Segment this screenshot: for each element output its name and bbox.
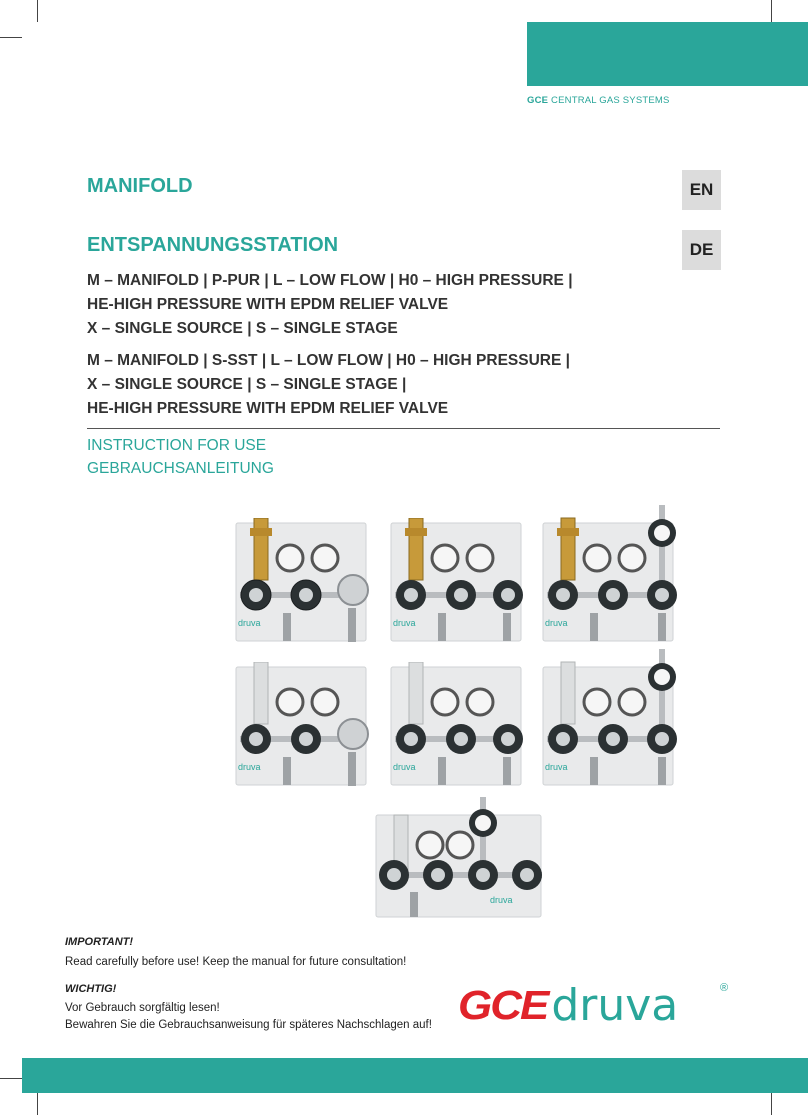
important-text: Read carefully before use! Keep the manual for future consultation! <box>65 956 407 968</box>
wichtig-line-2: Bewahren Sie die Gebrauchsanweisung für späteres Nachschlagen auf! <box>65 1019 432 1031</box>
important-label: IMPORTANT! <box>65 936 134 948</box>
crop-mark <box>771 0 772 22</box>
company-division-line <box>527 95 670 106</box>
panel-label: druva <box>238 618 261 628</box>
product-image-1 <box>228 518 378 648</box>
crop-mark <box>0 37 22 38</box>
panel-label: druva <box>545 762 568 772</box>
lang-tag-de: DE <box>682 230 721 270</box>
logo-gce-text: GCE <box>458 983 548 1029</box>
title-en: MANIFOLD <box>87 175 193 197</box>
registered-mark: ® <box>720 982 729 994</box>
product-image-2 <box>383 518 533 648</box>
crop-mark <box>771 1093 772 1115</box>
panel-label: druva <box>393 618 416 628</box>
product-image-4 <box>228 662 378 792</box>
divider <box>87 428 720 429</box>
product-image-5 <box>383 662 533 792</box>
crop-mark <box>37 0 38 22</box>
gce-druva-logo <box>458 980 729 1031</box>
company-name: GCE <box>527 95 549 106</box>
footer-accent-bar <box>22 1058 808 1093</box>
panel-label: druva <box>393 762 416 772</box>
product-image-7 <box>370 797 550 927</box>
division-name: CENTRAL GAS SYSTEMS <box>551 95 670 106</box>
instruction-de: GEBRAUCHSANLEITUNG <box>87 460 274 477</box>
subtitle-en-line-1: M – MANIFOLD | P-PUR | L – LOW FLOW | H0 – HIGH PRESSURE | <box>87 272 573 289</box>
wichtig-line-1: Vor Gebrauch sorgfältig lesen! <box>65 1002 220 1014</box>
lang-tag-en: EN <box>682 170 721 210</box>
product-image-3 <box>535 505 685 648</box>
panel-label: druva <box>545 618 568 628</box>
panel-label: druva <box>490 895 513 905</box>
product-image-6 <box>535 649 685 792</box>
subtitle-de-line-3: HE-HIGH PRESSURE WITH EPDM RELIEF VALVE <box>87 400 449 417</box>
subtitle-de-line-2: X – SINGLE SOURCE | S – SINGLE STAGE | <box>87 376 407 393</box>
panel-label: druva <box>238 762 261 772</box>
crop-mark <box>37 1093 38 1115</box>
subtitle-en-line-2: HE-HIGH PRESSURE WITH EPDM RELIEF VALVE <box>87 296 449 313</box>
header-accent-bar <box>527 22 808 86</box>
logo-druva-text: druva <box>551 980 679 1031</box>
title-de: ENTSPANNUNGSSTATION <box>87 234 339 256</box>
subtitle-de-line-1: M – MANIFOLD | S-SST | L – LOW FLOW | H0 – HIGH PRESSURE | <box>87 352 570 369</box>
instruction-en: INSTRUCTION FOR USE <box>87 437 267 454</box>
wichtig-label: WICHTIG! <box>65 983 117 995</box>
subtitle-en-line-3: X – SINGLE SOURCE | S – SINGLE STAGE <box>87 320 398 337</box>
crop-mark <box>0 1078 22 1079</box>
